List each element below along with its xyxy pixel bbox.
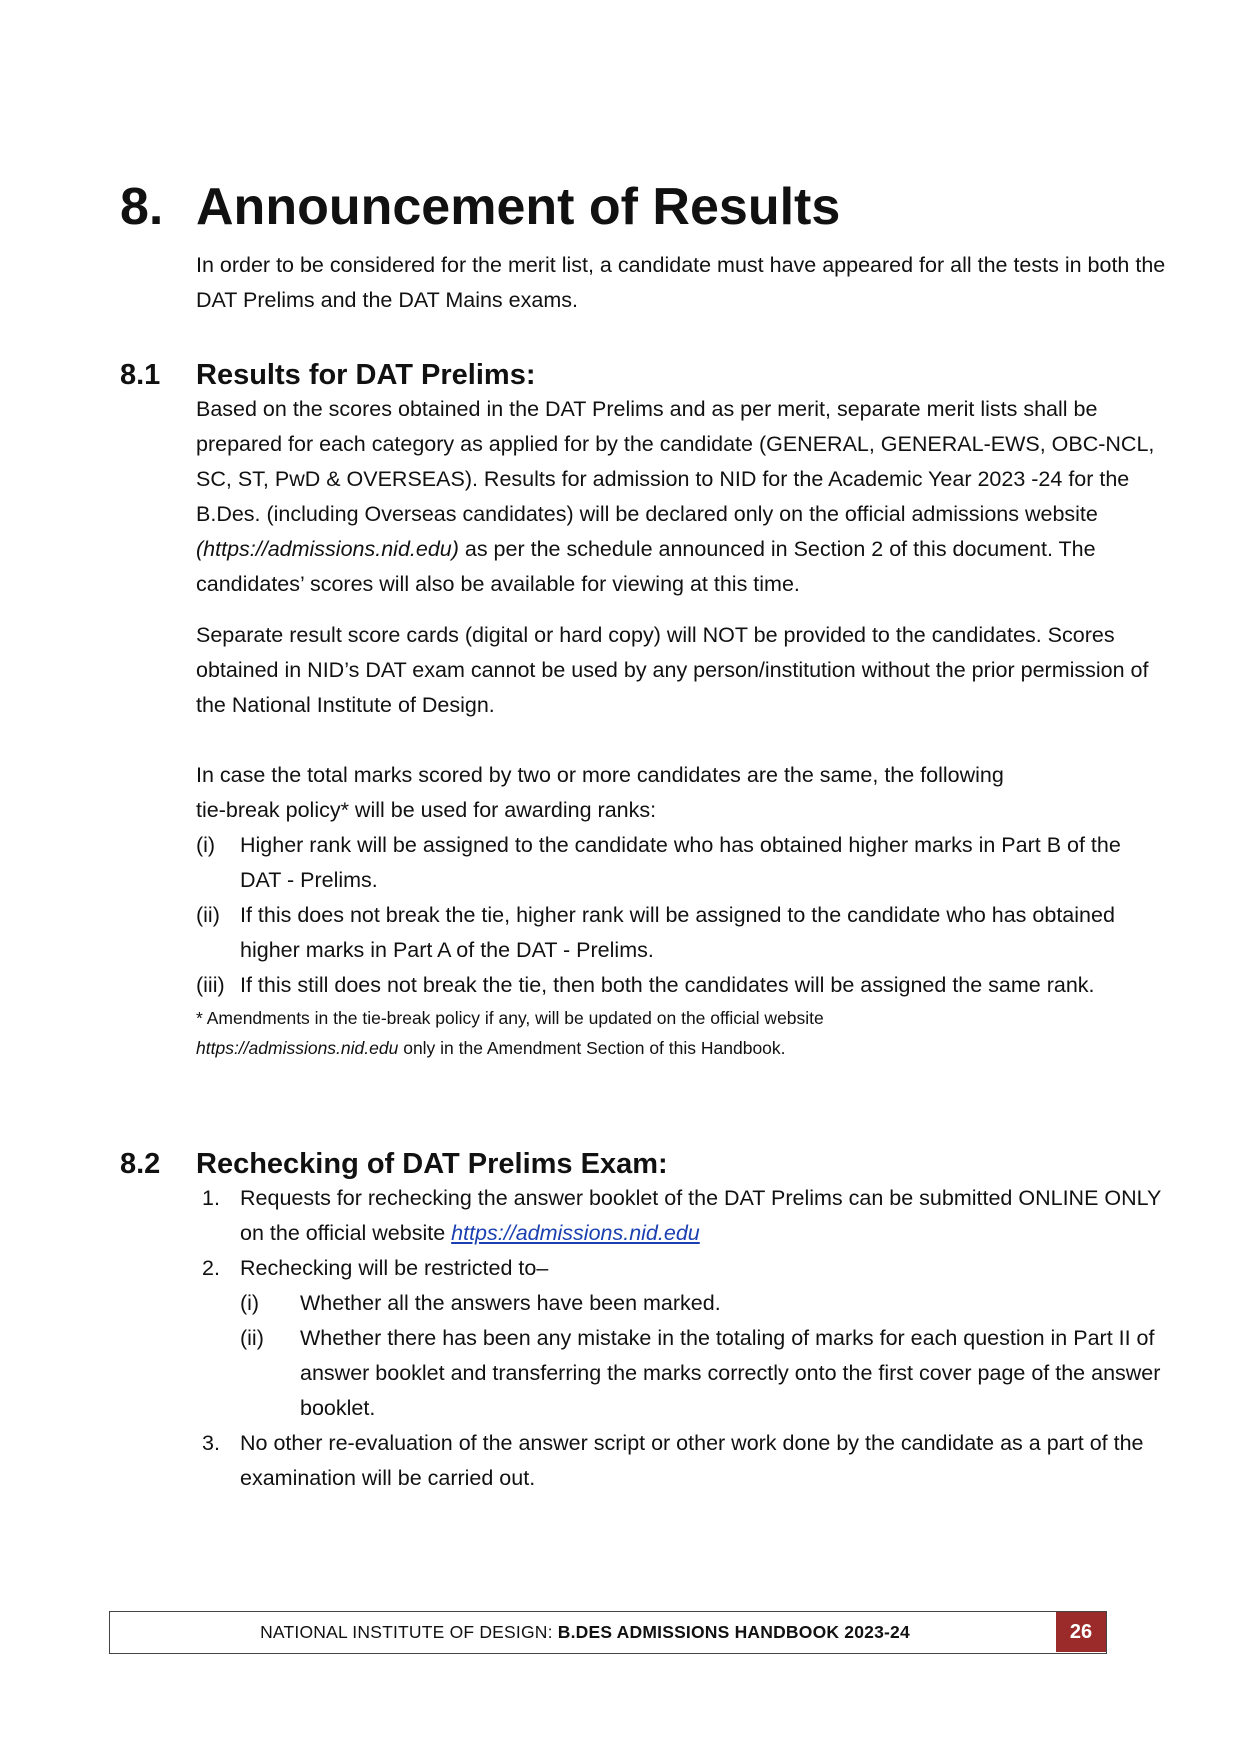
rechecking-subitem [196, 1286, 1166, 1321]
score-cards-paragraph: Separate result score cards (digital or hard copy) will NOT be provided to the candidates. Scores obtained in NID’s DAT exam cannot be used by any person/institution without the prior permission of the National Institute of Design. [196, 623, 1149, 717]
tie-break-rule [196, 968, 1166, 1003]
footnote-after: only in the Amendment Section of this Handbook. [398, 1038, 786, 1058]
section-8-2-number: 8.2 [120, 1148, 161, 1180]
rechecking-item-marker: 3. [202, 1431, 220, 1455]
page-footer [109, 1611, 1107, 1654]
results-website-url: (https://admissions.nid.edu) [196, 537, 459, 561]
tie-break-rule-marker: (iii) [196, 973, 225, 997]
section-8-intro-block [196, 248, 1166, 318]
tie-break-intro [196, 758, 1166, 828]
tie-break-rule-text: Higher rank will be assigned to the candidate who has obtained higher marks in Part B of the DAT - Prelims. [240, 833, 1121, 892]
section-8-1-number: 8.1 [120, 359, 161, 391]
results-paragraph [196, 392, 1166, 602]
results-paragraph-before: Based on the scores obtained in the DAT Prelims and as per merit, separate merit lists shall be prepared for each category as applied for by the candidate (GENERAL, GENERAL-EWS, OBC-NCL, SC, ST, PwD & OVERSEAS). Results for admission to NID for the Academic Year 2023 -24 for the B.Des. (including Overseas candidates) will be declared only on the official admissions website [196, 397, 1155, 526]
rechecking-item-marker: 1. [202, 1186, 220, 1210]
section-8-2-heading [120, 1146, 668, 1182]
rechecking-subitem [196, 1321, 1166, 1426]
page-number: 26 [1056, 1612, 1106, 1652]
rechecking-item-text: Requests for rechecking the answer booklet of the DAT Prelims can be submitted ONLINE ONLY on the official website [240, 1186, 1161, 1245]
footer-prefix: NATIONAL INSTITUTE OF DESIGN: [260, 1622, 558, 1642]
section-8-intro: In order to be considered for the merit list, a candidate must have appeared for all the tests in both the DAT Prelims and the DAT Mains exams. [196, 253, 1166, 312]
tie-break-rule-text: If this does not break the tie, higher rank will be assigned to the candidate who has obtained higher marks in Part A of the DAT - Prelims. [240, 903, 1115, 962]
section-8-1-body [196, 392, 1166, 1063]
tie-break-rule [196, 828, 1166, 898]
tie-break-intro-line-1: In case the total marks scored by two or more candidates are the same, the following [196, 763, 1004, 787]
tie-break-rule [196, 898, 1166, 968]
footnote-url: https://admissions.nid.edu [196, 1038, 399, 1058]
rechecking-item [196, 1181, 1166, 1251]
section-8-2-body [196, 1181, 1166, 1496]
footer-title [110, 1612, 1060, 1652]
section-8-heading [120, 175, 840, 239]
rechecking-item-marker: 2. [202, 1256, 220, 1280]
results-paragraph-after: as per the schedule announced in Section 2 of this document. The candidates’ scores will also be available for viewing at this time. [196, 537, 1096, 596]
section-8-1-heading [120, 357, 535, 393]
footnote-line-1: * Amendments in the tie-break policy if any, will be updated on the official website [196, 1008, 824, 1028]
tie-break-rule-text: If this still does not break the tie, then both the candidates will be assigned the same rank. [240, 973, 1095, 997]
rechecking-item [196, 1426, 1166, 1496]
footer-handbook-title: B.DES ADMISSIONS HANDBOOK 2023-24 [557, 1622, 910, 1642]
tie-break-rule-marker: (i) [196, 833, 216, 857]
rechecking-item-text: Rechecking will be restricted to– [240, 1256, 549, 1280]
section-8-2-title: Rechecking of DAT Prelims Exam: [196, 1148, 668, 1180]
tie-break-rule-marker: (ii) [196, 903, 220, 927]
tie-break-footnote [196, 1003, 1166, 1063]
rechecking-item-text: No other re-evaluation of the answer script or other work done by the candidate as a part of the examination will be carried out. [240, 1431, 1144, 1490]
official-website-link[interactable]: https://admissions.nid.edu [451, 1221, 700, 1245]
section-8-number: 8. [120, 178, 164, 236]
section-8-title: Announcement of Results [196, 178, 841, 236]
rechecking-subitem-marker: (ii) [240, 1326, 264, 1350]
rechecking-subitem-text: Whether there has been any mistake in the totaling of marks for each question in Part II of answer booklet and transferring the marks correctly onto the first cover page of the answer booklet. [300, 1326, 1161, 1420]
section-8-1-title: Results for DAT Prelims: [196, 359, 536, 391]
tie-break-intro-line-2: tie-break policy* will be used for awarding ranks: [196, 798, 657, 822]
rechecking-subitem-marker: (i) [240, 1291, 260, 1315]
rechecking-subitem-text: Whether all the answers have been marked. [300, 1291, 721, 1315]
rechecking-item [196, 1251, 1166, 1286]
